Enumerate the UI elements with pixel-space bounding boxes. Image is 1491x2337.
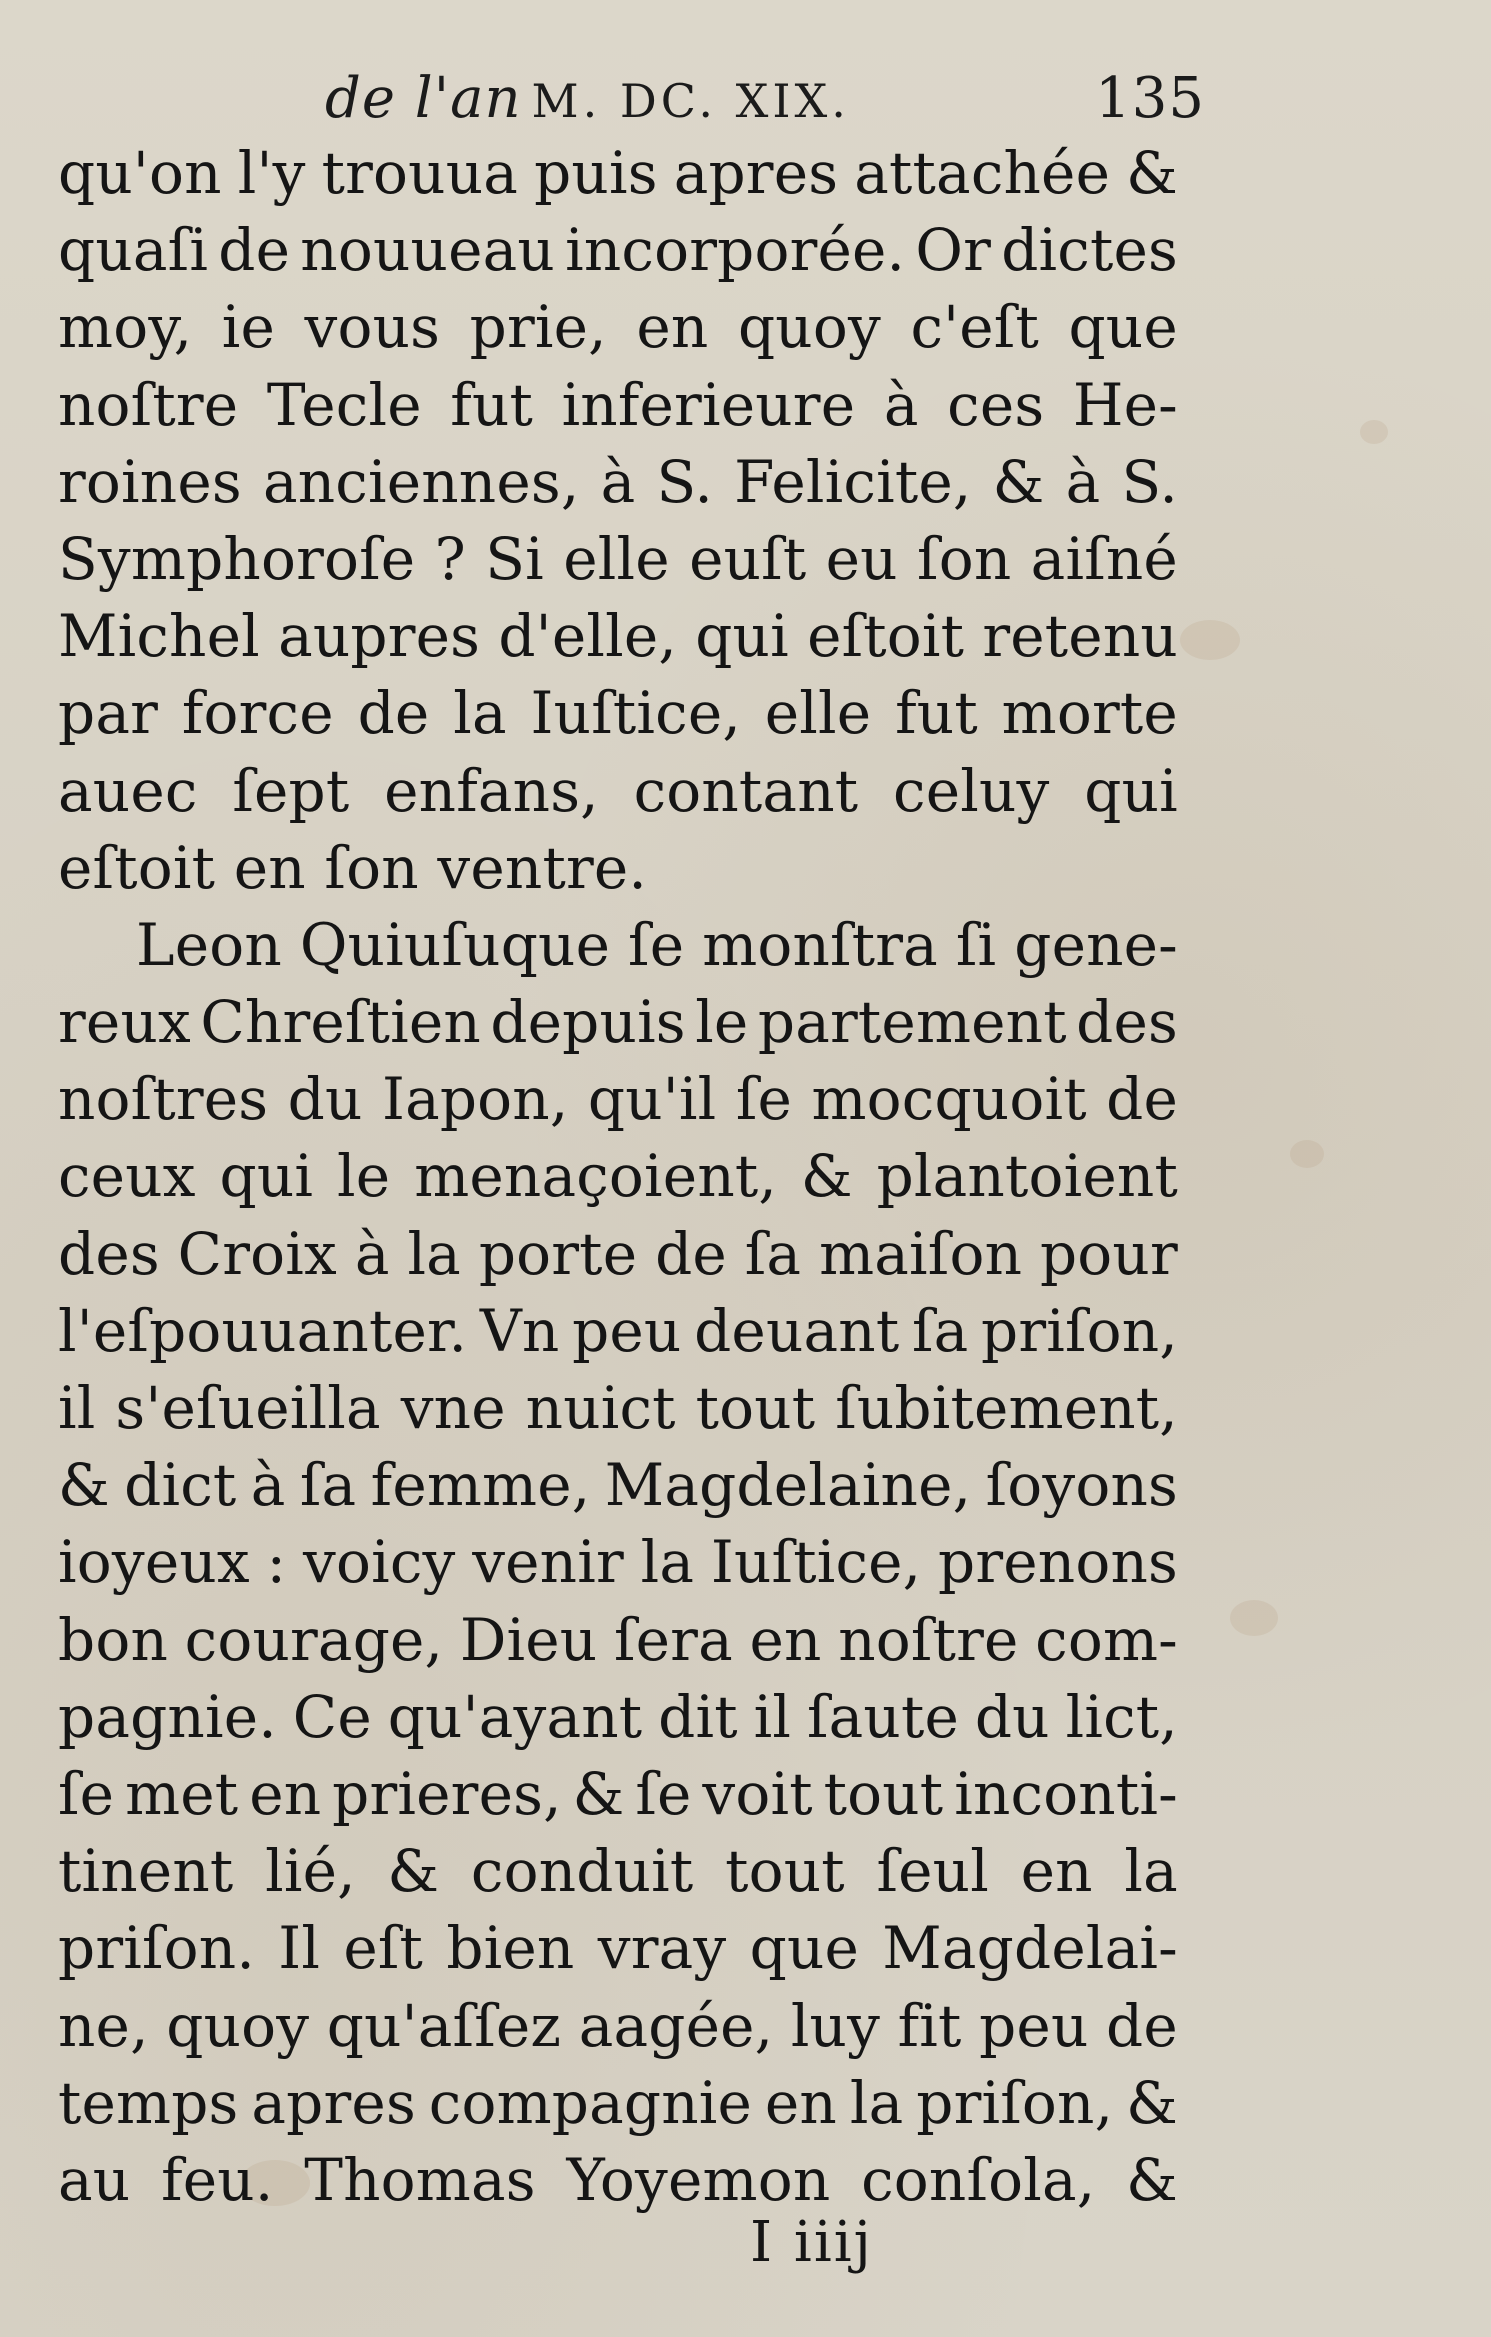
body-text: [58, 135, 1178, 2219]
text-line: & dict à ſa femme, Magdelaine, ſoyons: [58, 1451, 1178, 1520]
text-line: auec ſept enfans, contant celuy qui: [58, 756, 1178, 825]
text-line: qu'on l'y trouua puis apres attachée &: [58, 139, 1178, 207]
text-line: eſtoit en ſon ventre.: [58, 833, 648, 902]
text-line: ne, quoy qu'aſſez aagée, luy fit peu de: [58, 1991, 1178, 2060]
text-line: ioyeux : voicy venir la Iuſtice, prenons: [58, 1528, 1178, 1597]
running-title-text: de l'an: [325, 66, 522, 131]
running-header: [325, 66, 1205, 136]
text-line: noſtres du Iapon, qu'il ſe mocquoit de: [58, 1065, 1178, 1134]
text-line: quaſi de nouueau incorporée. Or dictes: [58, 216, 1178, 285]
text-line: il s'eſueilla vne nuict tout ſubitement,: [58, 1374, 1178, 1442]
running-title-year: M. DC. XIX.: [531, 74, 850, 128]
text-line: temps apres compagnie en la priſon, &: [58, 2068, 1178, 2137]
text-line: des Croix à la porte de ſa maiſon pour: [58, 1219, 1178, 1288]
running-title: [325, 66, 850, 131]
text-line: pagnie. Ce qu'ayant dit il ſaute du lict,: [58, 1682, 1178, 1751]
text-line: ceux qui le menaçoient, & plantoient: [58, 1142, 1178, 1211]
text-line: ſe met en prieres, & ſe voit tout inconti-: [58, 1759, 1178, 1828]
text-line: reux Chreſtien depuis le partement des: [58, 988, 1178, 1057]
text-line: priſon. Il eſt bien vray que Magdelai-: [58, 1914, 1178, 1983]
text-line: l'eſpouuanter. Vn peu deuant ſa priſon,: [58, 1296, 1178, 1365]
text-line: noſtre Tecle fut inferieure à ces He-: [58, 370, 1178, 439]
page-number: 135: [1095, 66, 1205, 131]
text-line: par force de la Iuſtice, elle fut morte: [58, 679, 1178, 748]
signature-mark: I iiij: [750, 2210, 874, 2275]
text-line: Leon Quiuſuque ſe monſtra ſi gene-: [136, 910, 1178, 979]
text-line: tinent lié, & conduit tout ſeul en la: [58, 1837, 1178, 1906]
text-line: roines anciennes, à S. Felicite, & à S.: [58, 447, 1178, 516]
text-line: bon courage, Dieu ſera en noſtre com-: [58, 1605, 1178, 1674]
text-line: au feu. Thomas Yoyemon conſola, &: [58, 2145, 1178, 2214]
text-line: Michel aupres d'elle, qui eſtoit retenu: [58, 602, 1178, 671]
text-line: Symphoroſe ? Si elle euſt eu ſon aiſné: [58, 524, 1178, 593]
text-line: moy, ie vous prie, en quoy c'eſt que: [58, 293, 1178, 362]
